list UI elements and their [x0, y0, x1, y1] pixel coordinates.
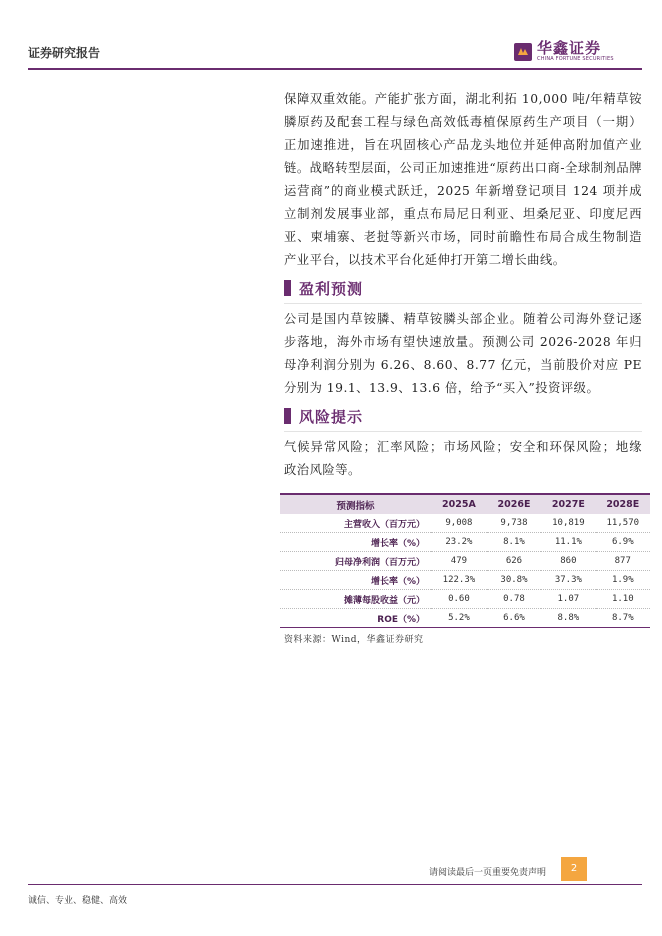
table-row: [280, 552, 650, 571]
table-cell: 9,008: [431, 514, 487, 533]
table-cell: 626: [487, 552, 541, 571]
table-row: [280, 514, 650, 533]
section-divider: [284, 303, 642, 304]
table-cell: 8.8%: [541, 609, 595, 628]
logo-cn-text: 华鑫证券: [537, 39, 602, 57]
table-cell: 479: [431, 552, 487, 571]
disclaimer-link[interactable]: 请阅读最后一页重要免责声明: [429, 868, 547, 878]
section-risk-title: [284, 405, 642, 427]
table-cell: 6.6%: [487, 609, 541, 628]
section-profit-forecast-title: [284, 277, 642, 299]
table-cell: 30.8%: [487, 571, 541, 590]
table-cell: 1.07: [541, 590, 595, 609]
table-cell: 6.9%: [596, 533, 650, 552]
header-label: 证券研究报告: [28, 46, 101, 60]
forecast-table: [280, 493, 650, 628]
table-cell: 9,738: [487, 514, 541, 533]
section-divider: [284, 431, 642, 432]
table-source-note: 资料来源：Wind，华鑫证券研究: [284, 635, 424, 645]
logo-mark-icon: [514, 43, 532, 61]
table-cell: 877: [596, 552, 650, 571]
table-cell: 23.2%: [431, 533, 487, 552]
profit-forecast-paragraph: 公司是国内草铵膦、精草铵膦头部企业。随着公司海外登记逐步落地，海外市场有望快速放量。预测公司 2026-2028 年归母净利润分别为 6.26、8.60、8.77 亿元，当前股价对应 PE 分别为 19.1、13.9、13.6 倍，给予“买入”投资评级。: [284, 312, 642, 395]
table-cell: 11,570: [596, 514, 650, 533]
table-header-cell: 2028E: [596, 494, 650, 514]
table-cell: 0.60: [431, 590, 487, 609]
section-marker: [284, 280, 291, 296]
table-cell: 37.3%: [541, 571, 595, 590]
header-divider: [28, 68, 642, 70]
section-title-text: 盈利预测: [299, 279, 364, 298]
table-cell: 1.9%: [596, 571, 650, 590]
table-row: [280, 533, 650, 552]
table-cell: 10,819: [541, 514, 595, 533]
company-logo: [514, 40, 614, 63]
table-row: [280, 590, 650, 609]
table-cell: 0.78: [487, 590, 541, 609]
table-cell: 1.10: [596, 590, 650, 609]
row-label: 主营收入（百万元）: [280, 514, 431, 533]
table-cell: 8.1%: [487, 533, 541, 552]
table-header-cell: 2027E: [541, 494, 595, 514]
row-label: 增长率（%）: [280, 533, 431, 552]
row-label: ROE（%）: [280, 609, 431, 628]
page-number-badge: 2: [561, 857, 587, 881]
table-cell: 860: [541, 552, 595, 571]
table-row: [280, 609, 650, 628]
table-header-cell: 预测指标: [280, 494, 431, 514]
section-title-text: 风险提示: [299, 407, 364, 426]
table-cell: 11.1%: [541, 533, 595, 552]
row-label: 摊薄每股收益（元）: [280, 590, 431, 609]
row-label: 归母净利润（百万元）: [280, 552, 431, 571]
table-row: [280, 571, 650, 590]
row-label: 增长率（%）: [280, 571, 431, 590]
footer-motto: 诚信、专业、稳健、高效: [28, 896, 128, 906]
table-cell: 8.7%: [596, 609, 650, 628]
main-content: [284, 88, 642, 645]
risk-paragraph: 气候异常风险；汇率风险；市场风险；安全和环保风险；地缘政治风险等。: [284, 440, 642, 477]
footer-divider: [28, 884, 642, 885]
table-header-row: [280, 494, 650, 514]
intro-paragraph: 保障双重效能。产能扩张方面，湖北利拓 10,000 吨/年精草铵膦原药及配套工程与绿色高效低毒植保原药生产项目（一期）正加速推进，旨在巩固核心产品龙头地位并延伸高附加值产业链。战略转型层面，公司正加速推进“原药出口商-全球制剂品牌运营商”的商业模式跃迁，2025 年新增登记项目 124 项并成立制剂发展事业部，重点布局尼日利亚、坦桑尼亚、印度尼西亚、柬埔寨、老挝等新兴市场，同时前瞻性布局合成生物制造产业平台，以技术平台化延伸打开第二增长曲线。: [284, 92, 642, 267]
table-header-cell: 2025A: [431, 494, 487, 514]
table-header-cell: 2026E: [487, 494, 541, 514]
table-cell: 5.2%: [431, 609, 487, 628]
logo-en-text: CHINA FORTUNE SECURITIES: [537, 56, 614, 62]
section-marker: [284, 408, 291, 424]
table-cell: 122.3%: [431, 571, 487, 590]
